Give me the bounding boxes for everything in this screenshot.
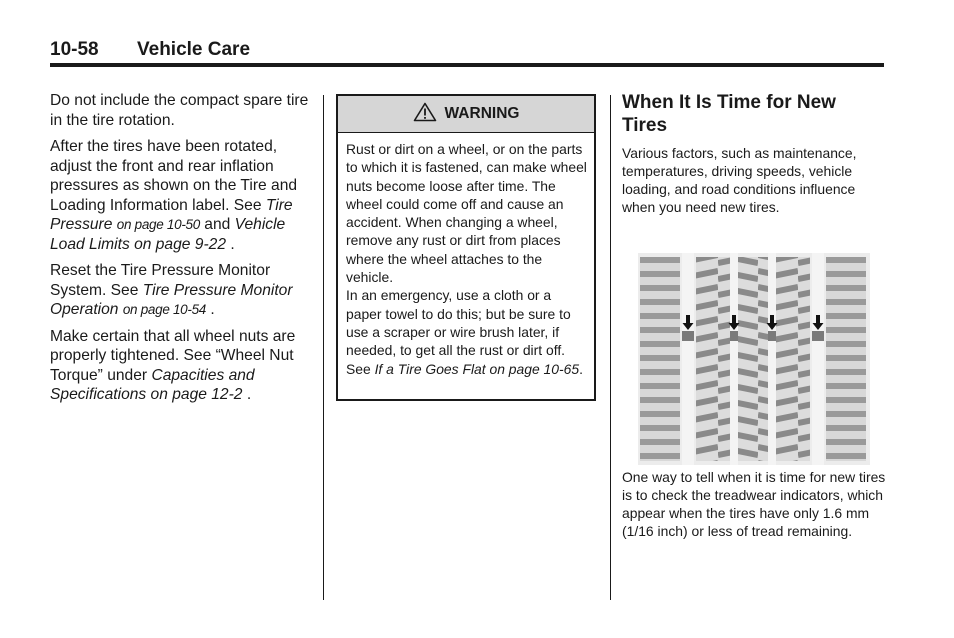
link-vehicle-load-limits[interactable]: Vehicle Load Limits on page 9-22 bbox=[50, 216, 286, 253]
sentence-end: . bbox=[579, 360, 583, 377]
link-tire-pressure[interactable]: Tire Pressure bbox=[50, 196, 293, 233]
warning-paragraph-rust: Rust or dirt on a wheel, or on the parts to which it is fastened, can make wheel nuts become loose after time. The wheel could come off and cause an accident. When changing a wheel, remove any rust or dirt from places where the wheel attaches to the vehicle. bbox=[346, 141, 587, 286]
tire-treadwear-indicator-illustration bbox=[638, 253, 870, 465]
link-capacities-specifications[interactable]: Capacities and Specifications on page 12-2 bbox=[50, 366, 255, 403]
header-rule bbox=[50, 63, 884, 67]
conjunction-and: and bbox=[204, 216, 231, 233]
sentence-end: . bbox=[230, 235, 235, 253]
section-heading-new-tires: When It Is Time for New Tires bbox=[622, 92, 836, 136]
page-number: 10-58 bbox=[50, 39, 99, 60]
sentence-end: . bbox=[210, 301, 215, 318]
link-tpms-operation-page[interactable]: on page 10-54 bbox=[122, 302, 207, 317]
column-divider-right bbox=[610, 95, 611, 600]
wheel-nuts-text: Make certain that all wheel nuts are properly tightened. See “Wheel Nut Torque” under bbox=[50, 327, 296, 384]
paragraph-wheel-nuts bbox=[50, 327, 318, 405]
paragraph-spare-tire: Do not include the compact spare tire in the tire rotation. bbox=[50, 92, 309, 129]
section-title: Vehicle Care bbox=[137, 39, 251, 60]
link-tpms-operation[interactable]: Tire Pressure Monitor Operation bbox=[50, 281, 293, 318]
adjust-pressure-text: After the tires have been rotated, adjust the front and rear inflation pressures as shown on the Tire and Loading Information label. See bbox=[50, 138, 298, 214]
reset-tpms-text: Reset the Tire Pressure Monitor System. See bbox=[50, 262, 271, 299]
column-divider-left bbox=[323, 95, 324, 600]
warning-box bbox=[336, 94, 596, 401]
column-rotation-text bbox=[50, 91, 318, 412]
paragraph-new-tires-intro: Various factors, such as maintenance, temperatures, driving speeds, vehicle loading, and road conditions influence when you need new tires. bbox=[622, 145, 857, 215]
link-tire-pressure-page[interactable]: on page 10-50 bbox=[116, 217, 200, 232]
paragraph-adjust-pressure bbox=[50, 137, 318, 254]
figure-caption-treadwear: One way to tell when it is time for new tires is to check the treadwear indicators, which appear when the tires have only 1.6 mm (1/16 inch) or less of tread remaining. bbox=[622, 469, 886, 539]
link-if-tire-goes-flat[interactable]: If a Tire Goes Flat on page 10-65 bbox=[374, 360, 580, 377]
warning-triangle-icon bbox=[413, 102, 437, 127]
warning-header bbox=[338, 96, 594, 133]
paragraph-reset-tpms bbox=[50, 261, 318, 320]
sentence-end: . bbox=[246, 386, 252, 403]
column-new-tires bbox=[622, 91, 886, 216]
warning-label: WARNING bbox=[444, 105, 520, 122]
warning-emergency-text: In an emergency, use a cloth or a paper towel to do this; but be sure to use a scraper or wire brush later, if needed, to get all the rust or dirt off. See bbox=[346, 287, 571, 377]
warning-body bbox=[338, 133, 594, 378]
warning-paragraph-emergency bbox=[346, 286, 587, 377]
